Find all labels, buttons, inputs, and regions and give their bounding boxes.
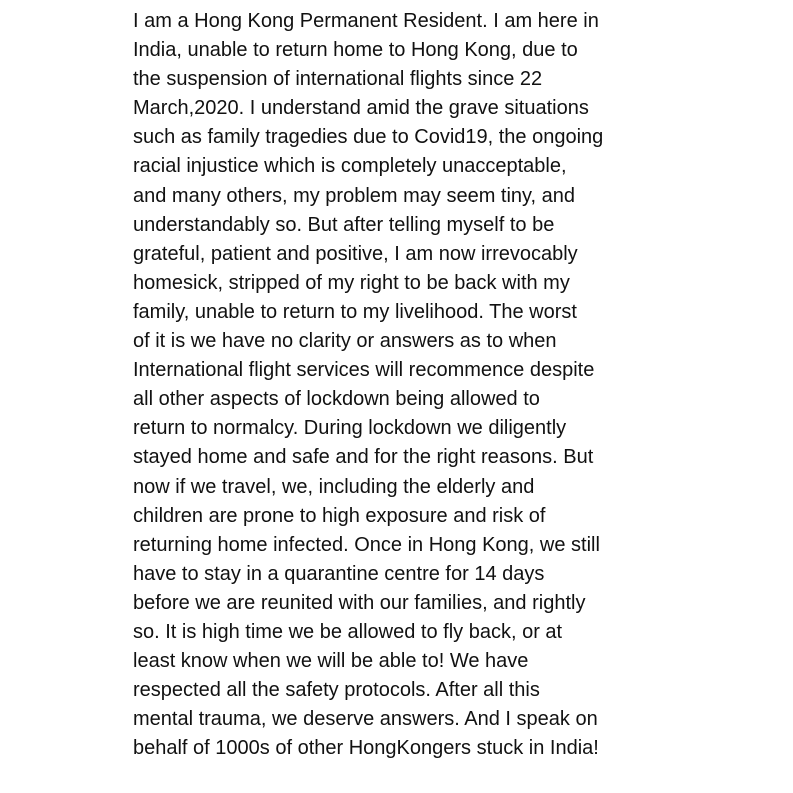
text-line: International flight services will recommence despite <box>133 359 595 382</box>
text-line: homesick, stripped of my right to be back with my <box>133 271 570 294</box>
text-line: all other aspects of lockdown being allowed to <box>133 388 540 411</box>
text-line: March,2020. I understand amid the grave situations <box>133 97 589 120</box>
text-line: India, unable to return home to Hong Kong, due to <box>133 39 578 62</box>
text-line: least know when we will be able to! We have <box>133 650 529 673</box>
text-line: such as family tragedies due to Covid19, the ongoing <box>133 126 604 149</box>
text-line: now if we travel, we, including the elderly and <box>133 475 535 498</box>
text-line: stayed home and safe and for the right reasons. But <box>133 446 594 469</box>
text-line: understandably so. But after telling myself to be <box>133 213 555 236</box>
text-line: children are prone to high exposure and risk of <box>133 504 546 527</box>
text-line: the suspension of international flights since 22 <box>133 68 543 91</box>
text-line: behalf of 1000s of other HongKongers stuck in India! <box>133 737 599 760</box>
text-line: of it is we have no clarity or answers as to when <box>133 330 557 353</box>
text-line: returning home infected. Once in Hong Kong, we still <box>133 533 600 556</box>
text-line: and many others, my problem may seem tiny, and <box>133 184 576 207</box>
text-line: I am a Hong Kong Permanent Resident. I am here in <box>133 10 599 32</box>
text-line: grateful, patient and positive, I am now irrevocably <box>133 242 578 265</box>
text-line: mental trauma, we deserve answers. And I speak on <box>133 708 598 731</box>
text-line: have to stay in a quarantine centre for 14 days <box>133 562 545 585</box>
text-line: family, unable to return to my livelihood. The worst <box>133 300 577 323</box>
text-line: racial injustice which is completely unacceptable, <box>133 155 567 178</box>
statement-text <box>133 7 673 763</box>
text-line: respected all the safety protocols. After all this <box>133 679 540 702</box>
text-line: before we are reunited with our families, and rightly <box>133 591 586 614</box>
text-line: so. It is high time we be allowed to fly back, or at <box>133 620 563 643</box>
text-line: return to normalcy. During lockdown we diligently <box>133 417 567 440</box>
